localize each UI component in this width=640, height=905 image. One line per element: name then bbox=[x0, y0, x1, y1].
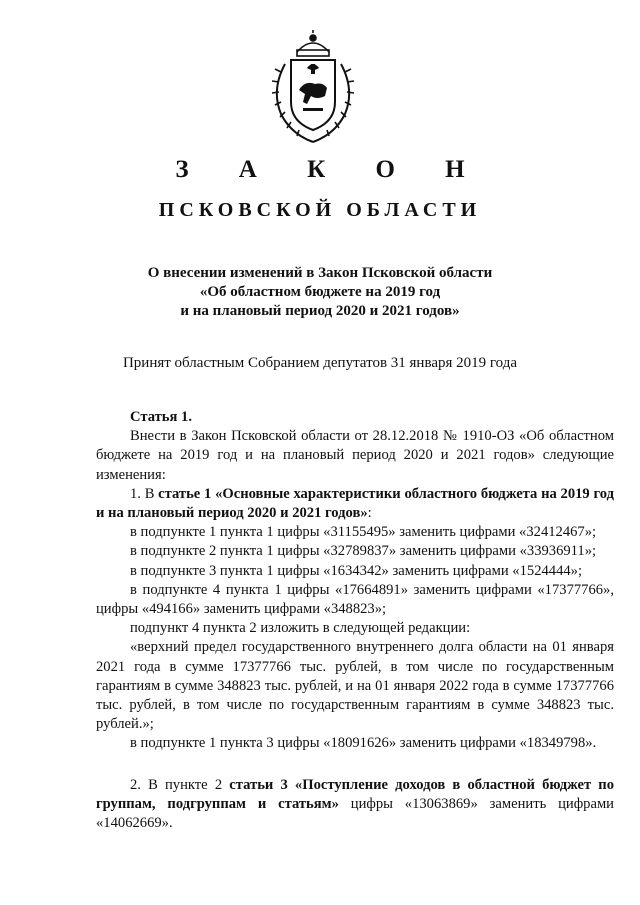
paragraph-7: в подпункте 1 пункта 3 цифры «18091626» заменить цифрами «18349798». bbox=[130, 735, 597, 752]
region-title: ПСКОВСКОЙ ОБЛАСТИ bbox=[158, 199, 482, 221]
paragraph-4: в подпункте 4 пункта 1 цифры «17664891» заменить цифрами «17377766», цифры «494166» заменить цифрами «348823»; bbox=[96, 581, 614, 618]
item-2-prefix: 2. В пункте 2 bbox=[130, 776, 230, 793]
subject-line-2: «Об областном бюджете на 2019 год bbox=[199, 284, 441, 300]
item-1 bbox=[96, 485, 614, 523]
item-2-article-ref: статьи 3 «Поступление доходов в областной бюджет по группам, подгруппам и статьям» bbox=[96, 776, 614, 812]
paragraph-2: в подпункте 2 пункта 1 цифры «32789837» заменить цифрами «33936911»; bbox=[130, 543, 597, 560]
paragraph-5: подпункт 4 пункта 2 изложить в следующей редакции: bbox=[130, 620, 471, 637]
document-body bbox=[96, 408, 614, 833]
item-1-prefix: 1. В bbox=[130, 485, 159, 502]
document-type-title: З А К О Н bbox=[175, 156, 487, 183]
coat-of-arms-emblem bbox=[267, 30, 359, 146]
adoption-note: Принят областным Собранием депутатов 31 января 2019 года bbox=[122, 355, 518, 371]
item-1-suffix: : bbox=[367, 505, 372, 522]
item-2 bbox=[96, 776, 614, 834]
article-heading: Статья 1. bbox=[130, 409, 192, 425]
subject-line-3: и на плановый период 2020 и 2021 годов» bbox=[180, 303, 460, 319]
paragraph-6: «верхний предел государственного внутреннего долга области на 01 января 2021 года в сумме 17377766 тыс. рублей, в том числе по государственным гарантиям в сумме 348823 тыс. рублей, и на 01 января 2022 года в сумме 17377766 тыс. рублей, в том числе по государственным гарантиям в сумме 348823 тыс. рублей.»; bbox=[96, 639, 614, 733]
paragraph-1: в подпункте 1 пункта 1 цифры «31155495» заменить цифрами «32412467»; bbox=[130, 524, 597, 541]
law-subject bbox=[0, 264, 640, 321]
article-intro: Внести в Закон Псковской области от 28.12.2018 № 1910-ОЗ «Об областном бюджете на 2019 год и на плановый период 2020 и 2021 годов» следующие изменения: bbox=[96, 428, 614, 483]
subject-line-1: О внесении изменений в Закон Псковской области bbox=[147, 265, 493, 281]
item-1-article-ref: статье 1 «Основные характеристики областного бюджета на 2019 год и на плановый период 2020 и 2021 годов» bbox=[96, 485, 614, 522]
paragraph-3: в подпункте 3 пункта 1 цифры «1634342» заменить цифрами «1524444»; bbox=[130, 562, 583, 579]
spacer bbox=[96, 754, 614, 776]
item-2-suffix: цифры «13063869» заменить цифрами «14062669». bbox=[96, 795, 614, 832]
